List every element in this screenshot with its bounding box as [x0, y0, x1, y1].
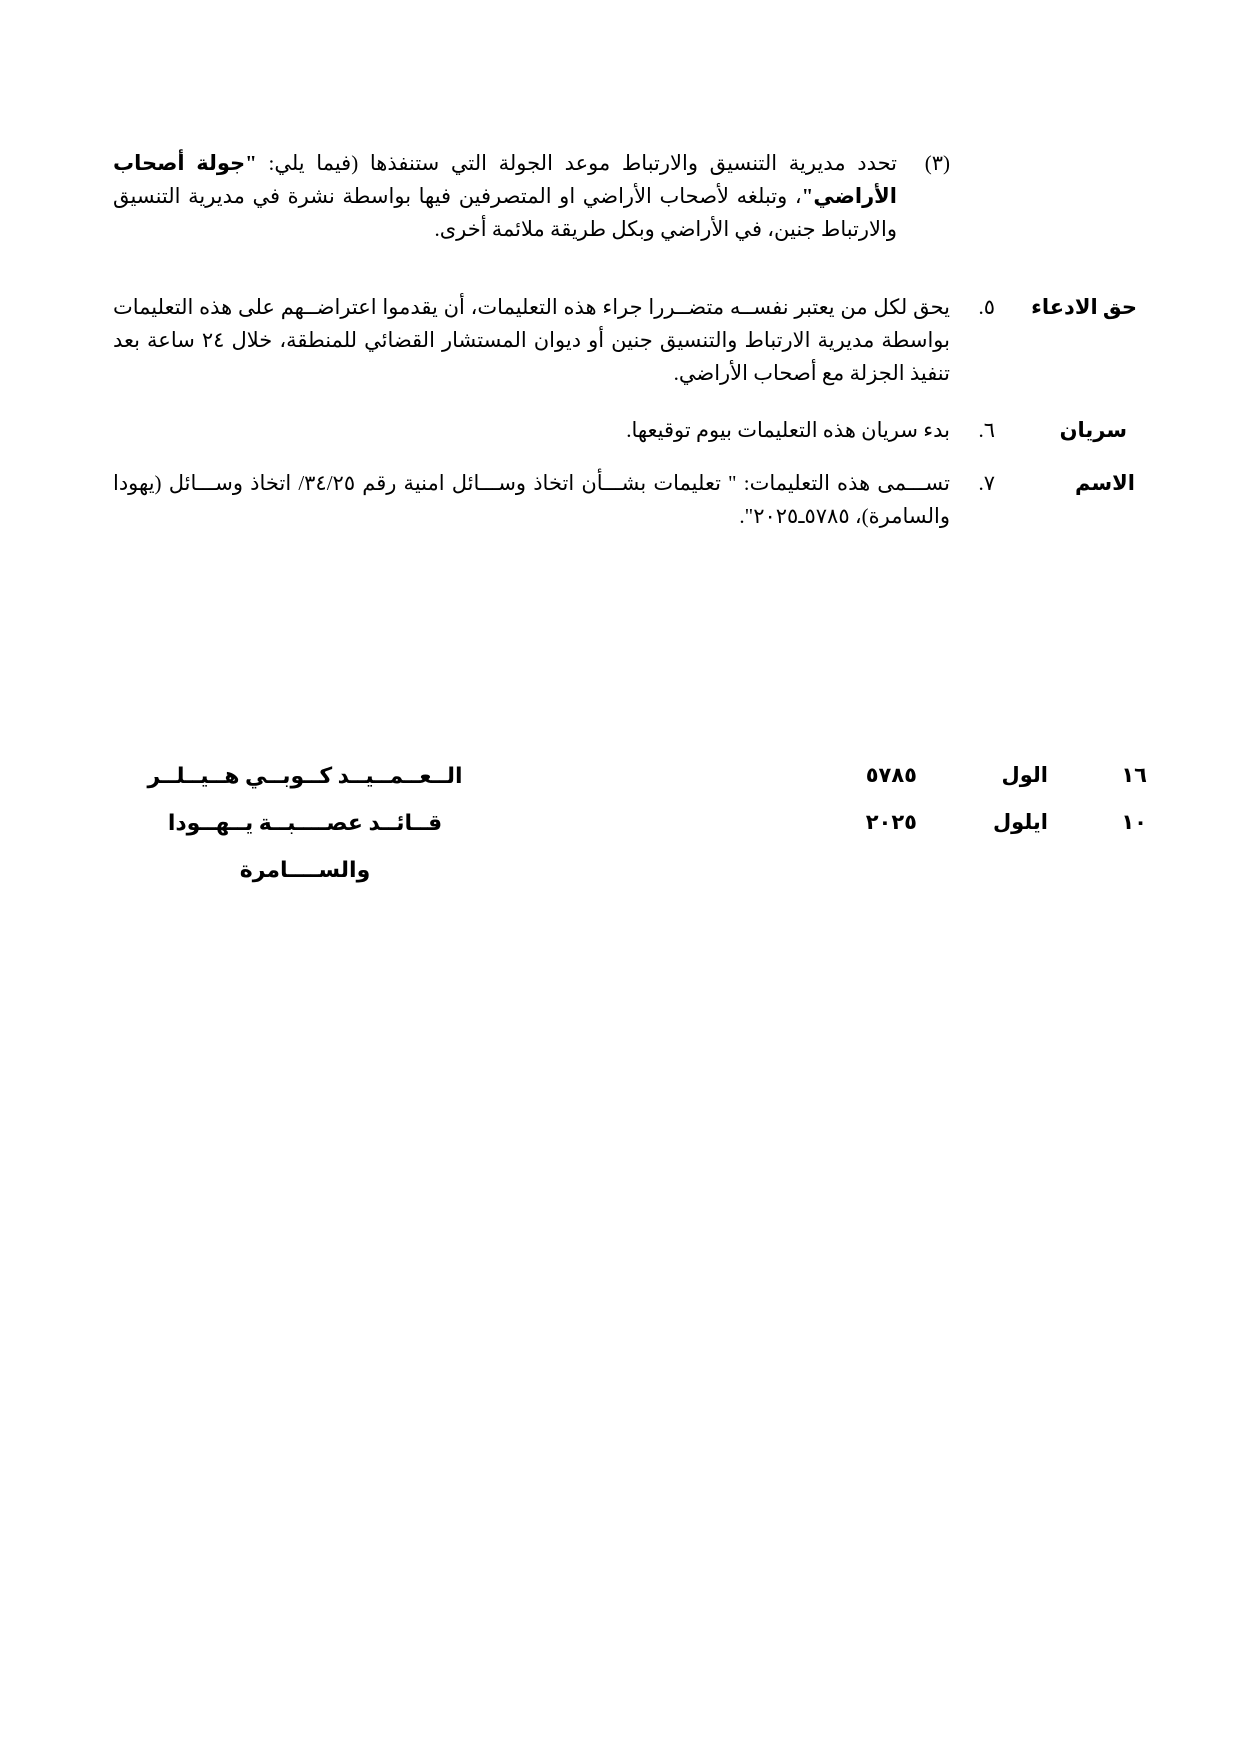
clause-5-number: ٥. [978, 295, 995, 319]
date-month-column [993, 752, 1048, 846]
subclause-3-marker: (٣) [924, 151, 950, 175]
clause-7-paragraph: تســـمى هذه التعليمات: " تعليمات بشـــأن اتخاذ وســـائل امنية رقم ٣٤/٢٥/ اتخاذ وســـائل (يهودا والسامرة)، ٥٧٨٥ـ٢٠٢٥". [113, 471, 950, 528]
signature-block [100, 752, 510, 893]
subclause-3-text-before: تحدد مديرية التنسيق والارتباط موعد الجولة التي ستنفذها (فيما يلي: [256, 151, 897, 175]
gregorian-date-month: ايلول [992, 810, 1048, 834]
clause-7-label: الاسم [1075, 471, 1135, 495]
clause-6-number: ٦. [978, 418, 995, 442]
hebrew-date-year: ٥٧٨٥ [865, 763, 917, 787]
clause-5-label: حق الادعاء [1031, 295, 1137, 319]
clause-5-paragraph: يحق لكل من يعتبر نفســه متضــررا جراء هذه التعليمات، أن يقدموا اعتراضــهم على هذه التعليمات بواسطة مديرية الارتباط والتنسيق جنين أو ديوان المستشار القضائي للمنطقة، خلال ٢٤ ساعة بعد تنفيذ الجزلة مع أصحاب الأراضي. [113, 295, 950, 385]
gregorian-date-day: ١٠ [1121, 810, 1147, 834]
clause-6-label: سريان [1059, 418, 1127, 442]
signatory-title: قــائــد عصــــبــة يــهــودا والســــامرة [167, 810, 443, 882]
hebrew-date-day: ١٦ [1121, 763, 1147, 787]
gregorian-date-year: ٢٠٢٥ [865, 810, 917, 834]
subclause-3-paragraph [113, 147, 897, 246]
hebrew-date-month: الول [1001, 763, 1048, 787]
date-day-column [1121, 752, 1147, 846]
subclause-3-bold-phrase: "جولة أصحاب الأراضي" [113, 151, 897, 208]
signatory-name: الــعــمــيــد كــوبــي هــيــلــر [147, 763, 463, 788]
subclause-3-text-after: ، وتبلغه لأصحاب الأراضي او المتصرفين فيها بواسطة نشرة في مديرية التنسيق والارتباط جنين، في الأراضي وبكل طريقة ملائمة أخرى. [113, 184, 897, 241]
clause-6-paragraph: بدء سريان هذه التعليمات بيوم توقيعها. [626, 418, 950, 442]
clause-7-number: ٧. [978, 471, 995, 495]
date-year-column [866, 752, 917, 846]
